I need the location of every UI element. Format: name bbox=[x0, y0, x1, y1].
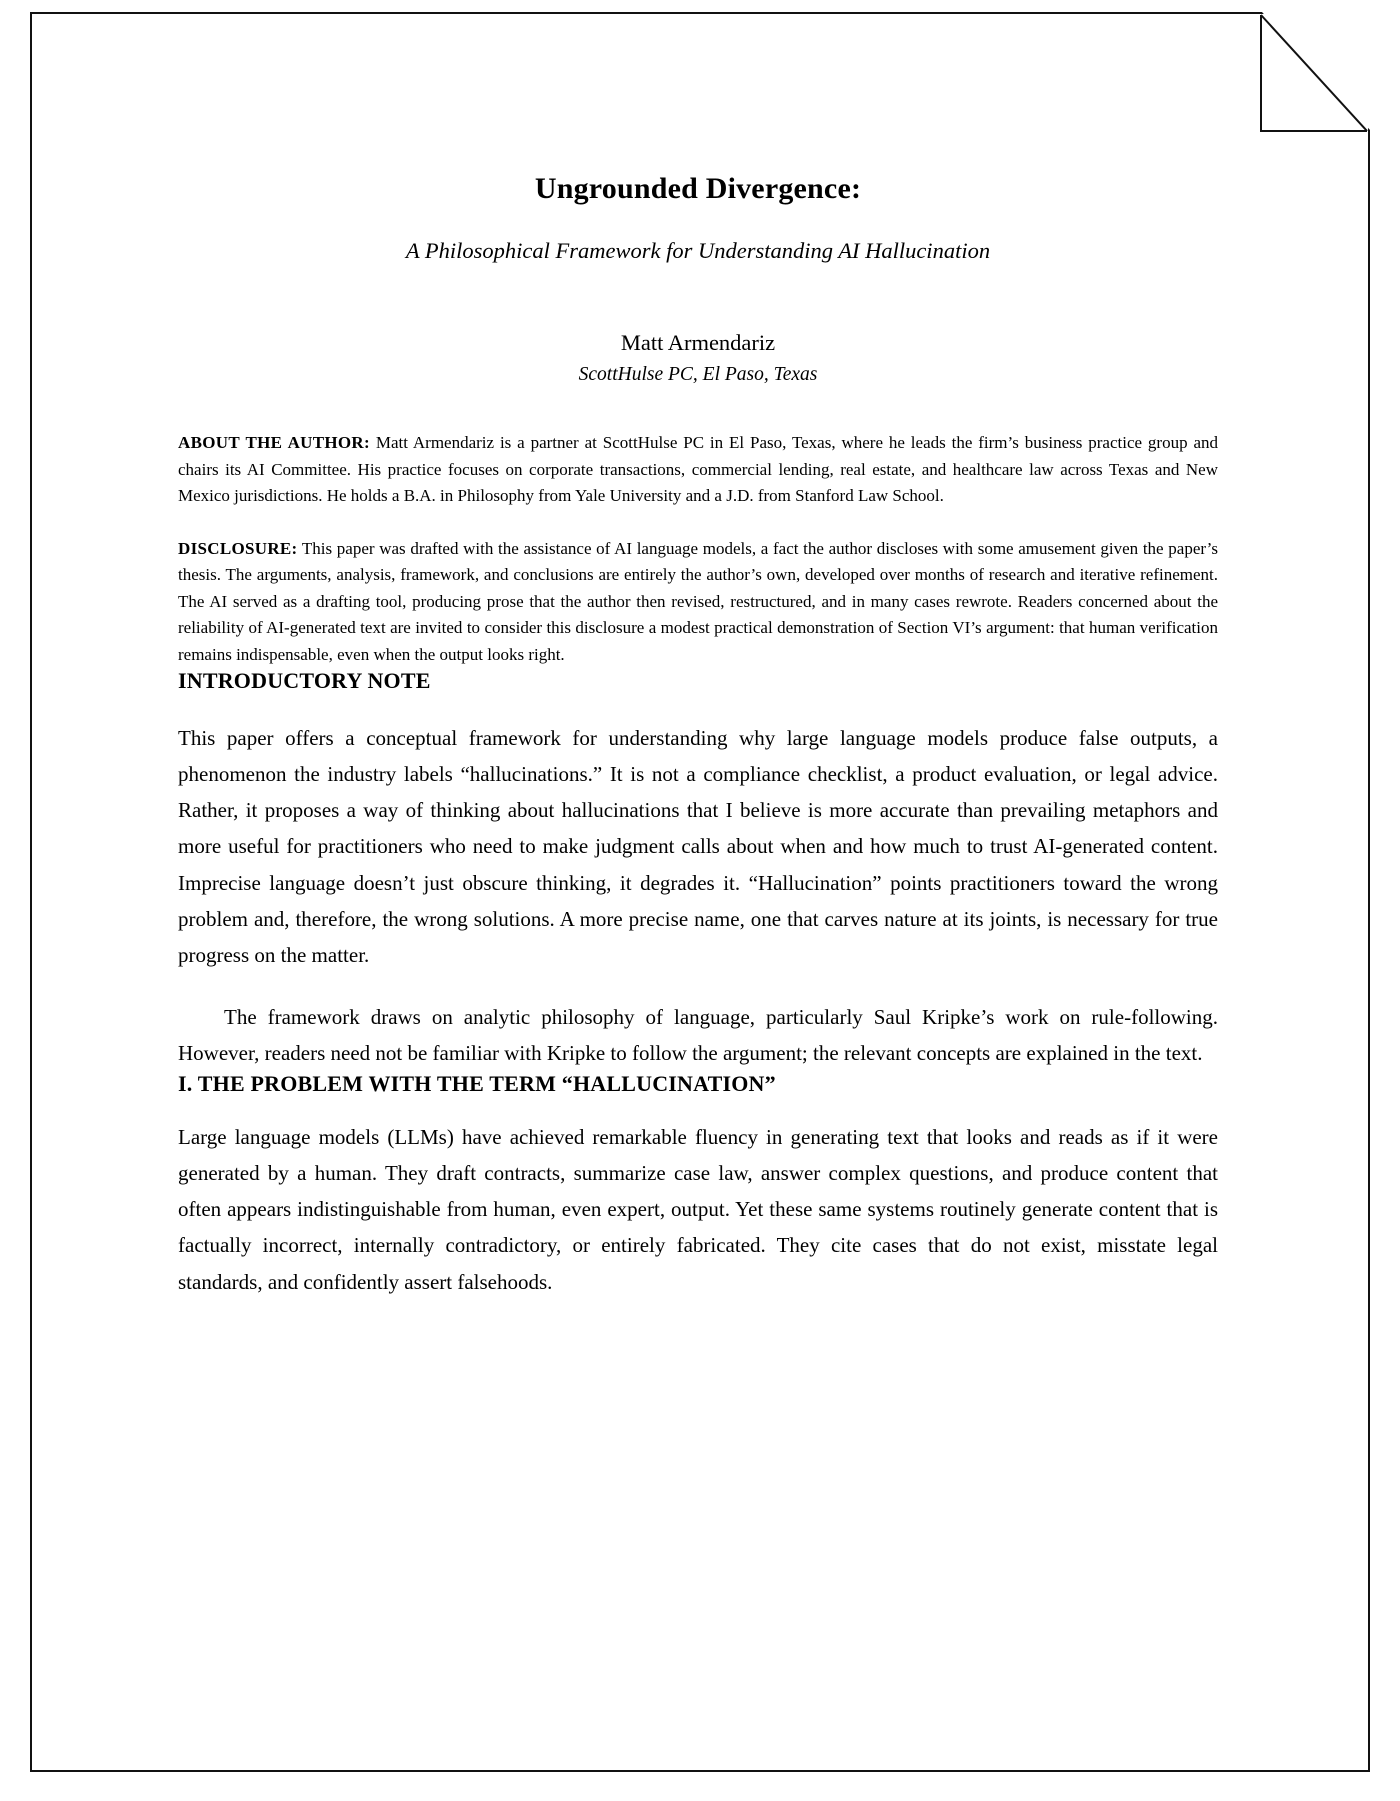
paragraph-section-one-1: Large language models (LLMs) have achieved remarkable fluency in generating text that looks and reads as if it were generated by a human. They draft contracts, summarize case law, answer complex questions, and produce content that often appears indistinguishable from human, even expert, output. Yet these same systems routinely generate content that is factually incorrect, internally contradictory, or entirely fabricated. They cite cases that do not exist, misstate legal standards, and confidently assert falsehoods. bbox=[178, 1125, 1218, 1294]
paragraph-intro-1: This paper offers a conceptual framework for understanding why large language models produce false outputs, a phenomenon the industry labels “hallucinations.” It is not a compliance checklist, a product evaluation, or legal advice. Rather, it proposes a way of thinking about hallucinations that I believe is more accurate than prevailing metaphors and more useful for practitioners who need to make judgment calls about when and how much to trust AI-generated content. Imprecise language doesn’t just obscure thinking, it degrades it. “Hallucination” points practitioners toward the wrong problem and, therefore, the wrong solutions. A more precise name, one that carves nature at its joints, is necessary for true progress on the matter. bbox=[178, 726, 1218, 967]
author-name: Matt Armendariz bbox=[620, 330, 776, 355]
page-content bbox=[178, 12, 1218, 1772]
disclosure-label: DISCLOSURE: bbox=[178, 538, 298, 558]
disclosure-text: This paper was drafted with the assistance of AI language models, a fact the author discloses with some amusement given the paper’s thesis. The arguments, analysis, framework, and conclusions are entirely the author’s own, developed over months of research and iterative refinement. The AI served as a drafting tool, producing prose that the author then revised, restructured, and in many cases rewrote. Readers concerned about the reliability of AI-generated text are invited to consider this disclosure a modest practical demonstration of Section VI’s argument: that human verification remains indispensable, even when the output looks right. bbox=[178, 538, 1218, 664]
about-the-author-block bbox=[178, 430, 1218, 510]
document-subtitle: A Philosophical Framework for Understanding AI Hallucination bbox=[405, 238, 991, 263]
document-title: Ungrounded Divergence: bbox=[534, 172, 862, 205]
document-page bbox=[30, 12, 1370, 1772]
section-heading-introductory-note: INTRODUCTORY NOTE bbox=[178, 668, 431, 694]
about-the-author-text: Matt Armendariz is a partner at ScottHulse PC in El Paso, Texas, where he leads the firm’s business practice group and chairs its AI Committee. His practice focuses on corporate transactions, commercial lending, real estate, and healthcare law across Texas and New Mexico jurisdictions. He holds a B.A. in Philosophy from Yale University and a J.D. from Stanford Law School. bbox=[178, 433, 1219, 506]
disclosure-block bbox=[178, 536, 1218, 669]
section-heading-problem-with-term: I. THE PROBLEM WITH THE TERM “HALLUCINATION” bbox=[178, 1071, 776, 1097]
about-the-author-label: ABOUT THE AUTHOR: bbox=[178, 433, 370, 452]
paragraph-intro-2: The framework draws on analytic philosophy of language, particularly Saul Kripke’s work on rule-following. However, readers need not be familiar with Kripke to follow the argument; the relevant concepts are explained in the text. bbox=[178, 1004, 1218, 1065]
author-affiliation: ScottHulse PC, El Paso, Texas bbox=[578, 364, 818, 385]
